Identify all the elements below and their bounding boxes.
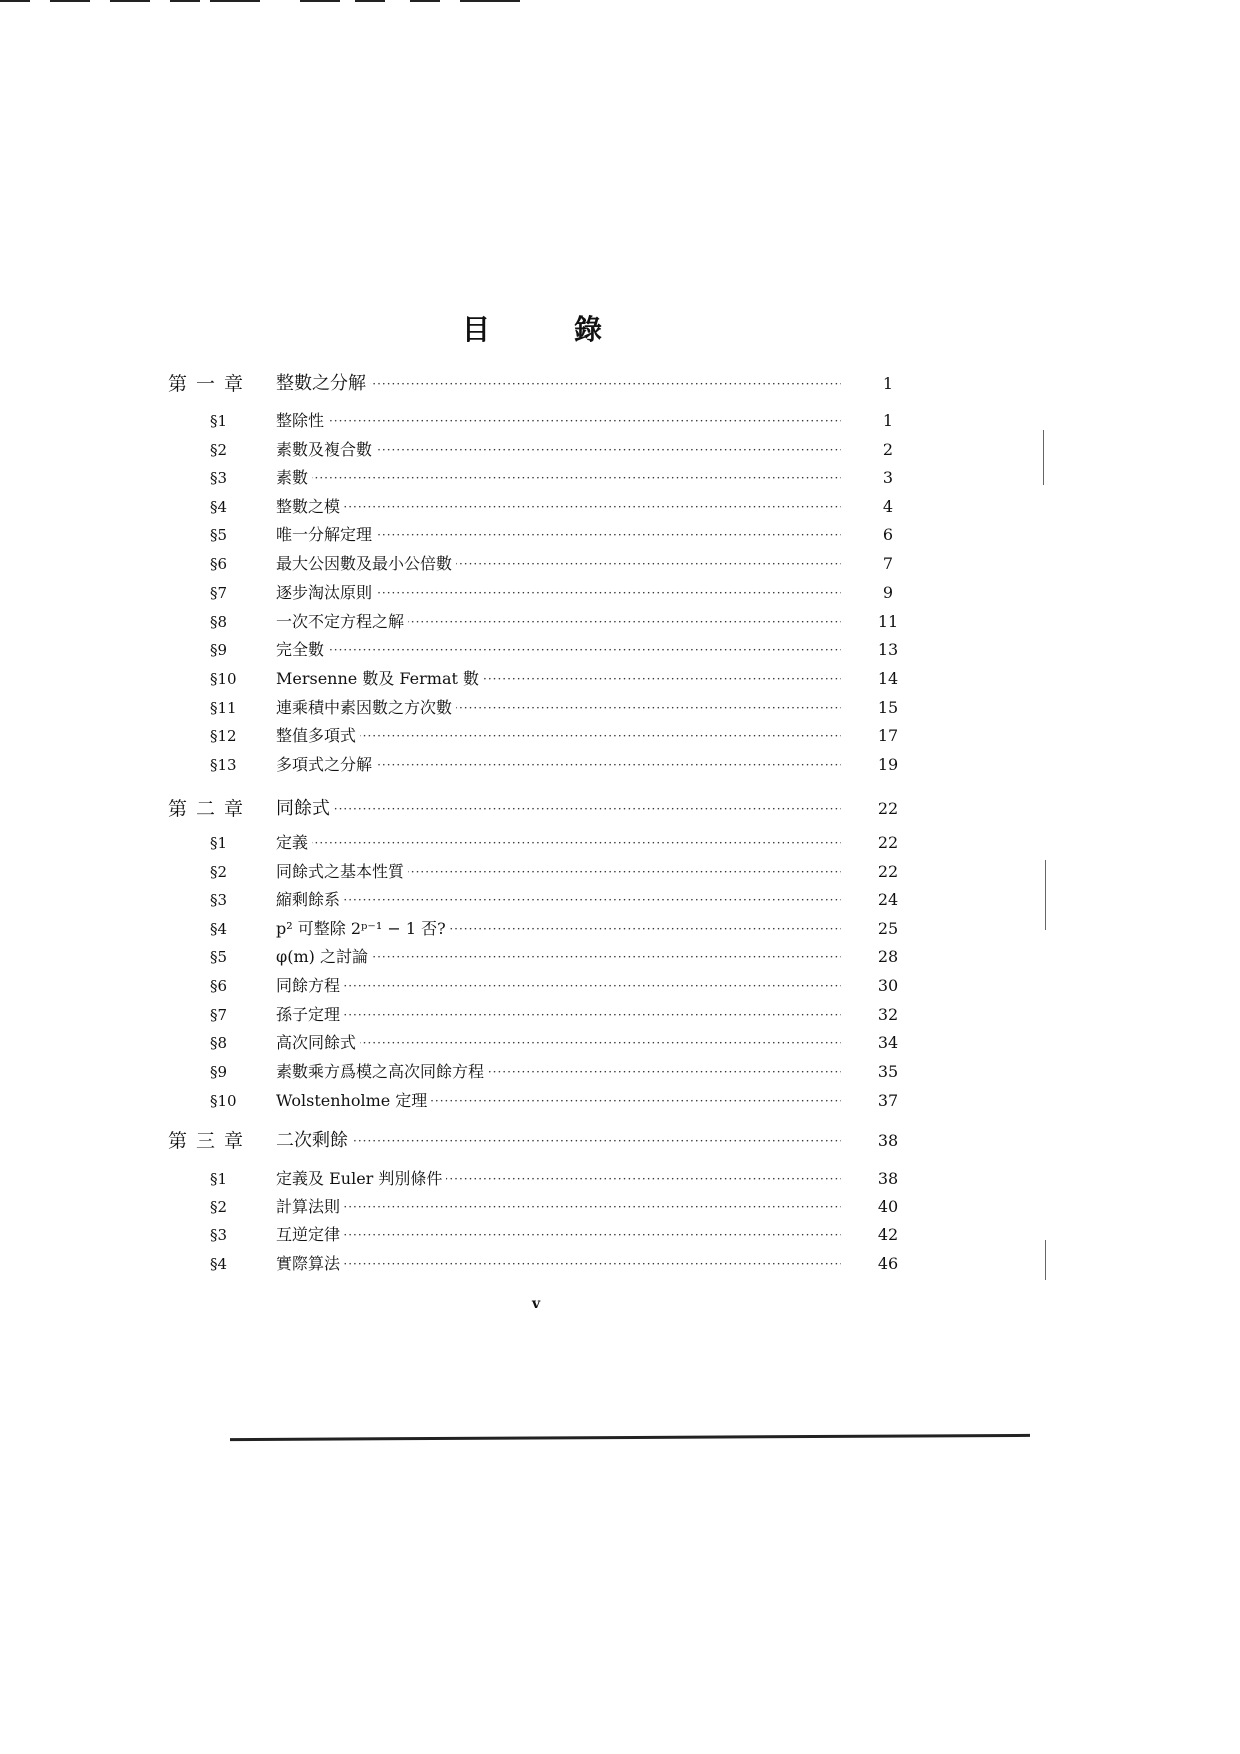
entry-page: 7 (882, 554, 894, 573)
section-entry (0, 830, 1240, 856)
section-entry (0, 465, 1240, 491)
leader-dots (276, 1251, 841, 1277)
section-entry (0, 752, 1240, 778)
section-number: §1 (210, 1170, 228, 1188)
entry-page: 34 (877, 1033, 899, 1052)
leader-dots (276, 1222, 841, 1248)
entry-title: 一次不定方程之解 (276, 609, 408, 635)
entry-page: 9 (882, 583, 894, 602)
entry-title: 實際算法 (276, 1251, 344, 1277)
entry-page: 4 (882, 497, 894, 516)
section-number: §8 (210, 613, 228, 631)
section-entry (0, 1030, 1240, 1056)
entry-title: 同餘方程 (276, 973, 344, 999)
section-number: §12 (210, 727, 237, 745)
section-entry (0, 580, 1240, 606)
entry-title: 完全數 (276, 637, 328, 663)
entry-title: 計算法則 (276, 1194, 344, 1220)
scan-edge-mark (170, 0, 200, 2)
section-entry (0, 437, 1240, 463)
entry-title: φ(m) 之討論 (276, 944, 372, 970)
toc-title-char: 錄 (574, 313, 603, 346)
section-entry (0, 1194, 1240, 1220)
section-number: §6 (210, 555, 228, 573)
entry-page: 28 (877, 947, 899, 966)
section-entry (0, 695, 1240, 721)
section-entry (0, 551, 1240, 577)
section-entry (0, 973, 1240, 999)
toc-title-char: 目 (462, 313, 491, 346)
section-number: §4 (210, 498, 228, 516)
entry-page: 2 (882, 440, 894, 459)
entry-page: 15 (877, 698, 899, 717)
entry-title: 定義 (276, 830, 312, 856)
entry-page: 1 (882, 374, 894, 393)
leader-dots (276, 830, 841, 856)
section-number: §11 (210, 699, 237, 717)
section-entry (0, 887, 1240, 913)
entry-page: 14 (877, 669, 899, 688)
leader-dots (276, 887, 841, 913)
entry-page: 17 (877, 726, 899, 745)
chapter-entry (0, 796, 1240, 822)
leader-dots (276, 723, 841, 749)
entry-page: 6 (882, 525, 894, 544)
chapter-entry (0, 371, 1240, 397)
section-number: §3 (210, 469, 228, 487)
page-number: v (532, 1296, 541, 1312)
section-entry (0, 522, 1240, 548)
section-entry (0, 723, 1240, 749)
section-entry (0, 1251, 1240, 1277)
leader-dots (276, 408, 841, 434)
scan-edge-mark (410, 0, 440, 2)
entry-page: 19 (877, 755, 899, 774)
section-number: §1 (210, 412, 228, 430)
entry-page: 37 (877, 1091, 899, 1110)
entry-page: 30 (877, 976, 899, 995)
section-entry (0, 916, 1240, 942)
section-number: §13 (210, 756, 237, 774)
leader-dots (276, 465, 841, 491)
scan-edge-mark (300, 0, 340, 2)
scan-edge-mark (210, 0, 260, 2)
entry-page: 25 (877, 919, 899, 938)
entry-title: 最大公因數及最小公倍數 (276, 551, 456, 577)
section-entry (0, 637, 1240, 663)
leader-dots (276, 1030, 841, 1056)
entry-title: 整數之分解 (276, 371, 370, 397)
section-entry (0, 1059, 1240, 1085)
entry-title: 定義及 Euler 判別條件 (276, 1166, 446, 1192)
entry-title: 互逆定律 (276, 1222, 344, 1248)
entry-title: 整數之模 (276, 494, 344, 520)
entry-title: 高次同餘式 (276, 1030, 360, 1056)
section-number: §9 (210, 641, 228, 659)
entry-page: 22 (877, 799, 899, 818)
section-number: §3 (210, 1226, 228, 1244)
section-entry (0, 408, 1240, 434)
chapter-label: 第二章 (168, 798, 253, 820)
leader-dots (276, 1194, 841, 1220)
section-number: §5 (210, 948, 228, 966)
entry-title: 連乘積中素因數之方次數 (276, 695, 456, 721)
section-number: §7 (210, 1006, 228, 1024)
entry-title: 二次剩餘 (276, 1128, 352, 1154)
leader-dots (276, 973, 841, 999)
section-number: §2 (210, 1198, 228, 1216)
scan-edge-mark (110, 0, 150, 2)
section-entry (0, 1088, 1240, 1114)
section-number: §6 (210, 977, 228, 995)
entry-title: Wolstenholme 定理 (276, 1088, 431, 1114)
section-number: §10 (210, 670, 237, 688)
section-entry (0, 609, 1240, 635)
section-number: §4 (210, 1255, 228, 1273)
entry-page: 32 (877, 1005, 899, 1024)
entry-title: 逐步淘汰原則 (276, 580, 376, 606)
scan-edge-mark (460, 0, 520, 2)
chapter-label: 第一章 (168, 373, 253, 395)
section-number: §3 (210, 891, 228, 909)
section-number: §1 (210, 834, 228, 852)
entry-page: 3 (882, 468, 894, 487)
entry-title: 整值多項式 (276, 723, 360, 749)
leader-dots (276, 796, 841, 822)
entry-page: 38 (877, 1169, 899, 1188)
leader-dots (276, 637, 841, 663)
section-number: §9 (210, 1063, 228, 1081)
section-number: §10 (210, 1092, 237, 1110)
section-entry (0, 1002, 1240, 1028)
section-number: §8 (210, 1034, 228, 1052)
entry-page: 24 (877, 890, 899, 909)
leader-dots (276, 1128, 841, 1154)
section-number: §4 (210, 920, 228, 938)
section-number: §7 (210, 584, 228, 602)
section-number: §5 (210, 526, 228, 544)
entry-title: 孫子定理 (276, 1002, 344, 1028)
entry-title: 素數 (276, 465, 312, 491)
scan-bottom-rule (230, 1434, 1030, 1441)
entry-page: 46 (877, 1254, 899, 1273)
entry-page: 22 (877, 862, 899, 881)
section-entry (0, 1166, 1240, 1192)
entry-title: 素數及複合數 (276, 437, 376, 463)
entry-title: 縮剩餘系 (276, 887, 344, 913)
entry-page: 42 (877, 1225, 899, 1244)
entry-title: p² 可整除 2ᵖ⁻¹ − 1 否? (276, 916, 450, 942)
entry-title: 素數乘方爲模之高次同餘方程 (276, 1059, 488, 1085)
section-entry (0, 666, 1240, 692)
entry-title: 多項式之分解 (276, 752, 376, 778)
entry-title: 整除性 (276, 408, 328, 434)
entry-title: 同餘式之基本性質 (276, 859, 408, 885)
section-number: §2 (210, 441, 228, 459)
chapter-label: 第三章 (168, 1130, 253, 1152)
scan-edge-mark (355, 0, 385, 2)
scan-edge-mark (50, 0, 90, 2)
section-entry (0, 859, 1240, 885)
entry-page: 35 (877, 1062, 899, 1081)
section-entry (0, 944, 1240, 970)
scan-edge-mark (0, 0, 30, 2)
entry-page: 22 (877, 833, 899, 852)
entry-title: Mersenne 數及 Fermat 數 (276, 666, 483, 692)
entry-page: 11 (877, 612, 899, 631)
leader-dots (276, 494, 841, 520)
chapter-entry (0, 1128, 1240, 1154)
entry-page: 40 (877, 1197, 899, 1216)
entry-page: 1 (882, 411, 894, 430)
section-number: §2 (210, 863, 228, 881)
entry-title: 唯一分解定理 (276, 522, 376, 548)
section-entry (0, 494, 1240, 520)
leader-dots (276, 1002, 841, 1028)
entry-page: 13 (877, 640, 899, 659)
section-entry (0, 1222, 1240, 1248)
entry-page: 38 (877, 1131, 899, 1150)
entry-title: 同餘式 (276, 796, 334, 822)
